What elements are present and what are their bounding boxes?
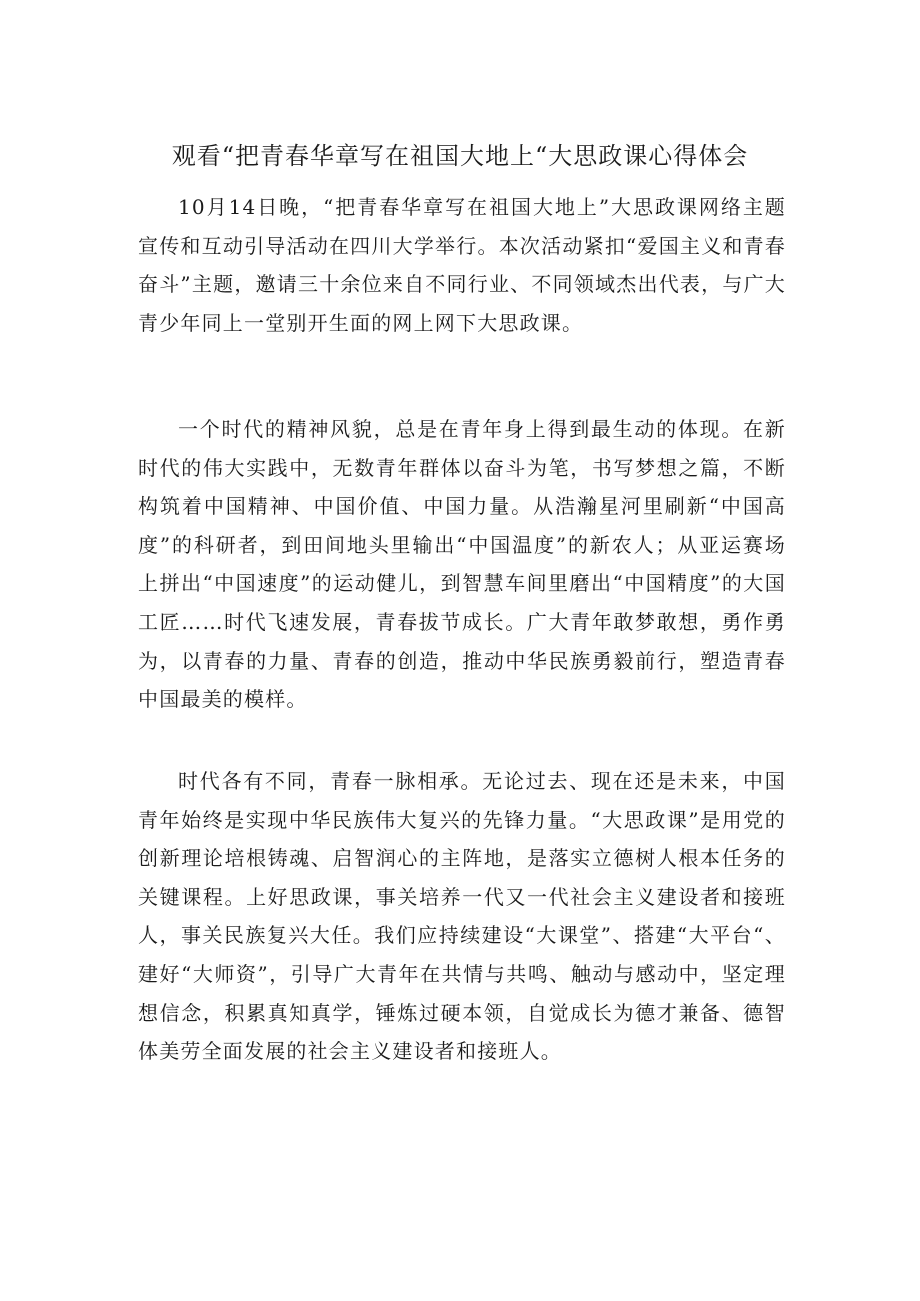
paragraph-1: 10月14日晚，“把青春华章写在祖国大地上”大思政课网络主题宣传和互动引导活动在四川大学举行。本次活动紧扣“爱国主义和青春奋斗”主题，邀请三十余位来自不同行业、不同领域杰出代表，与广大青少年同上一堂别开生面的网上网下大思政课。 [138, 195, 786, 335]
paragraph-3: 时代各有不同，青春一脉相承。无论过去、现在还是未来，中国青年始终是实现中华民族伟大复兴的先锋力量。“大思政课”是用党的创新理论培根铸魂、启智润心的主阵地，是落实立德树人根本任务的关键课程。上好思政课，事关培养一代又一代社会主义建设者和接班人，事关民族复兴大任。我们应持续建设“大课堂”、搭建“大平台“、建好“大师资”，引导广大青年在共情与共鸣、触动与感动中，坚定理想信念，积累真知真学，锤炼过硬本领，自觉成长为德才兼备、德智体美劳全面发展的社会主义建设者和接班人。 [138, 769, 786, 1064]
document-title: 观看“把青春华章写在祖国大地上“大思政课心得体会 [171, 142, 749, 170]
paragraph-2: 一个时代的精神风貌，总是在青年身上得到最生动的体现。在新时代的伟大实践中，无数青年群体以奋斗为笔，书写梦想之篇，不断构筑着中国精神、中国价值、中国力量。从浩瀚星河里刷新“中国高度”的科研者，到田间地头里输出“中国温度”的新农人；从亚运赛场上拼出“中国速度”的运动健儿，到智慧车间里磨出“中国精度”的大国工匠……时代飞速发展，青春拔节成长。广大青年敢梦敢想，勇作勇为，以青春的力量、青春的创造，推动中华民族勇毅前行，塑造青春中国最美的模样。 [138, 417, 786, 712]
